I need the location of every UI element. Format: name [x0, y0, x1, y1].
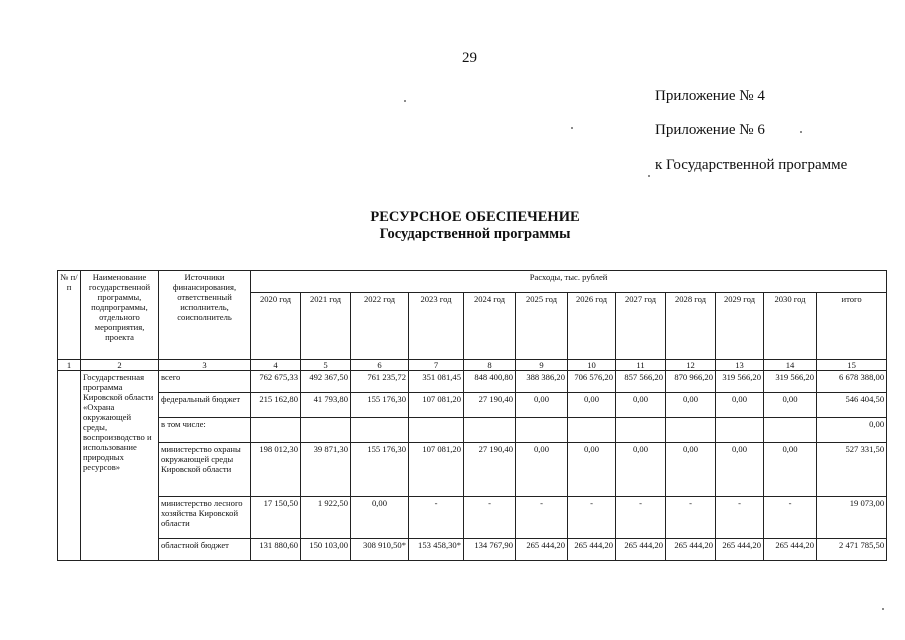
appendix-line-1: Приложение № 4 [655, 88, 765, 104]
year-header: 2025 год [516, 293, 568, 360]
value-cell: 0,00 [764, 393, 817, 418]
column-index: 4 [251, 360, 301, 371]
year-header: 2028 год [666, 293, 716, 360]
value-cell: 153 458,30* [409, 539, 464, 561]
value-cell: 706 576,20 [568, 371, 616, 393]
scan-speck [882, 608, 884, 610]
value-cell: - [516, 497, 568, 539]
table-row [58, 497, 887, 539]
total-cell: 2 471 785,50 [817, 539, 887, 561]
value-cell: 762 675,33 [251, 371, 301, 393]
column-index: 9 [516, 360, 568, 371]
table-row [58, 443, 887, 497]
value-cell: 265 444,20 [764, 539, 817, 561]
total-cell: 527 331,50 [817, 443, 887, 497]
column-index-row [58, 360, 887, 371]
column-index: 5 [301, 360, 351, 371]
document-title [0, 209, 905, 243]
total-cell: 0,00 [817, 418, 887, 443]
table-row [58, 393, 887, 418]
row-number-cell [58, 371, 81, 561]
year-header: 2022 год [351, 293, 409, 360]
value-cell: 107 081,20 [409, 393, 464, 418]
value-cell: 134 767,90 [464, 539, 516, 561]
value-cell [409, 418, 464, 443]
column-index: 6 [351, 360, 409, 371]
column-index: 10 [568, 360, 616, 371]
title-line-2: Государственной программы [379, 226, 571, 242]
value-cell: 761 235,72 [351, 371, 409, 393]
value-cell: 41 793,80 [301, 393, 351, 418]
year-header: 2023 год [409, 293, 464, 360]
header-num: № п/п [58, 271, 81, 360]
value-cell [764, 418, 817, 443]
column-index: 12 [666, 360, 716, 371]
value-cell: 265 444,20 [616, 539, 666, 561]
value-cell [568, 418, 616, 443]
year-header: 2030 год [764, 293, 817, 360]
appendix-line-2: Приложение № 6 [655, 122, 765, 138]
year-header: 2027 год [616, 293, 666, 360]
value-cell [666, 418, 716, 443]
value-cell: 0,00 [666, 393, 716, 418]
value-cell: 0,00 [666, 443, 716, 497]
scan-speck [800, 131, 802, 133]
value-cell: 155 176,30 [351, 393, 409, 418]
value-cell [716, 418, 764, 443]
value-cell: - [666, 497, 716, 539]
page-number: 29 [462, 50, 477, 66]
value-cell: - [716, 497, 764, 539]
source-cell: в том числе: [159, 418, 251, 443]
total-cell: 546 404,50 [817, 393, 887, 418]
column-index: 1 [58, 360, 81, 371]
value-cell: 0,00 [516, 393, 568, 418]
source-cell: федеральный бюджет [159, 393, 251, 418]
value-cell: 0,00 [616, 393, 666, 418]
total-cell: 19 073,00 [817, 497, 887, 539]
value-cell: 27 190,40 [464, 443, 516, 497]
table-row [58, 418, 887, 443]
value-cell: 215 162,80 [251, 393, 301, 418]
value-cell: 0,00 [568, 443, 616, 497]
scan-speck [404, 100, 406, 102]
value-cell: 848 400,80 [464, 371, 516, 393]
header-expenses: Расходы, тыс. рублей [251, 271, 887, 293]
total-cell: 6 678 388,00 [817, 371, 887, 393]
value-cell: 0,00 [616, 443, 666, 497]
value-cell: 17 150,50 [251, 497, 301, 539]
column-index: 7 [409, 360, 464, 371]
source-cell: министерство охраны окружающей среды Кировской области [159, 443, 251, 497]
value-cell: 870 966,20 [666, 371, 716, 393]
value-cell: 150 103,00 [301, 539, 351, 561]
year-header: 2021 год [301, 293, 351, 360]
value-cell [516, 418, 568, 443]
value-cell: 39 871,30 [301, 443, 351, 497]
value-cell: 351 081,45 [409, 371, 464, 393]
value-cell [251, 418, 301, 443]
scan-speck [648, 175, 650, 177]
value-cell: 0,00 [516, 443, 568, 497]
value-cell: 388 386,20 [516, 371, 568, 393]
value-cell: - [409, 497, 464, 539]
table-body [58, 371, 887, 561]
value-cell [616, 418, 666, 443]
column-index: 3 [159, 360, 251, 371]
column-index: 14 [764, 360, 817, 371]
value-cell: 1 922,50 [301, 497, 351, 539]
header-source: Источники финансирования, ответственный исполнитель, соисполнитель [159, 271, 251, 360]
source-cell: всего [159, 371, 251, 393]
appendix-line-3: к Государственной программе [655, 157, 848, 173]
value-cell [301, 418, 351, 443]
value-cell: 0,00 [716, 443, 764, 497]
table-row [58, 371, 887, 393]
value-cell: 107 081,20 [409, 443, 464, 497]
title-line-1: РЕСУРСНОЕ ОБЕСПЕЧЕНИЕ [370, 209, 580, 225]
resource-table [57, 270, 887, 561]
value-cell: 0,00 [764, 443, 817, 497]
scan-speck [571, 127, 573, 129]
column-index: 13 [716, 360, 764, 371]
value-cell: 131 880,60 [251, 539, 301, 561]
source-cell: областной бюджет [159, 539, 251, 561]
value-cell: 0,00 [351, 497, 409, 539]
value-cell: 265 444,20 [666, 539, 716, 561]
program-name: Государственная программа Кировской области «Охрана окружающей среды, воспроизводство и использование природных ресурсов» [81, 371, 159, 561]
value-cell [464, 418, 516, 443]
year-header: 2020 год [251, 293, 301, 360]
value-cell: 492 367,50 [301, 371, 351, 393]
table-row [58, 539, 887, 561]
source-cell: министерство лесного хозяйства Кировской области [159, 497, 251, 539]
value-cell: 265 444,20 [716, 539, 764, 561]
value-cell: 198 012,30 [251, 443, 301, 497]
value-cell: 265 444,20 [568, 539, 616, 561]
year-header: 2024 год [464, 293, 516, 360]
value-cell [351, 418, 409, 443]
value-cell: - [464, 497, 516, 539]
value-cell: 265 444,20 [516, 539, 568, 561]
year-header: 2029 год [716, 293, 764, 360]
value-cell: - [568, 497, 616, 539]
value-cell: 319 566,20 [716, 371, 764, 393]
value-cell: 0,00 [568, 393, 616, 418]
value-cell: - [616, 497, 666, 539]
value-cell: 27 190,40 [464, 393, 516, 418]
column-index: 15 [817, 360, 887, 371]
year-header: 2026 год [568, 293, 616, 360]
header-row-top [58, 271, 887, 293]
header-name: Наименование государственной программы, подпрограммы, отдельного мероприятия, проекта [81, 271, 159, 360]
column-index: 8 [464, 360, 516, 371]
value-cell: - [764, 497, 817, 539]
column-index: 2 [81, 360, 159, 371]
column-index: 11 [616, 360, 666, 371]
value-cell: 319 566,20 [764, 371, 817, 393]
value-cell: 857 566,20 [616, 371, 666, 393]
value-cell: 0,00 [716, 393, 764, 418]
value-cell: 308 910,50* [351, 539, 409, 561]
value-cell: 155 176,30 [351, 443, 409, 497]
total-header: итого [817, 293, 887, 360]
